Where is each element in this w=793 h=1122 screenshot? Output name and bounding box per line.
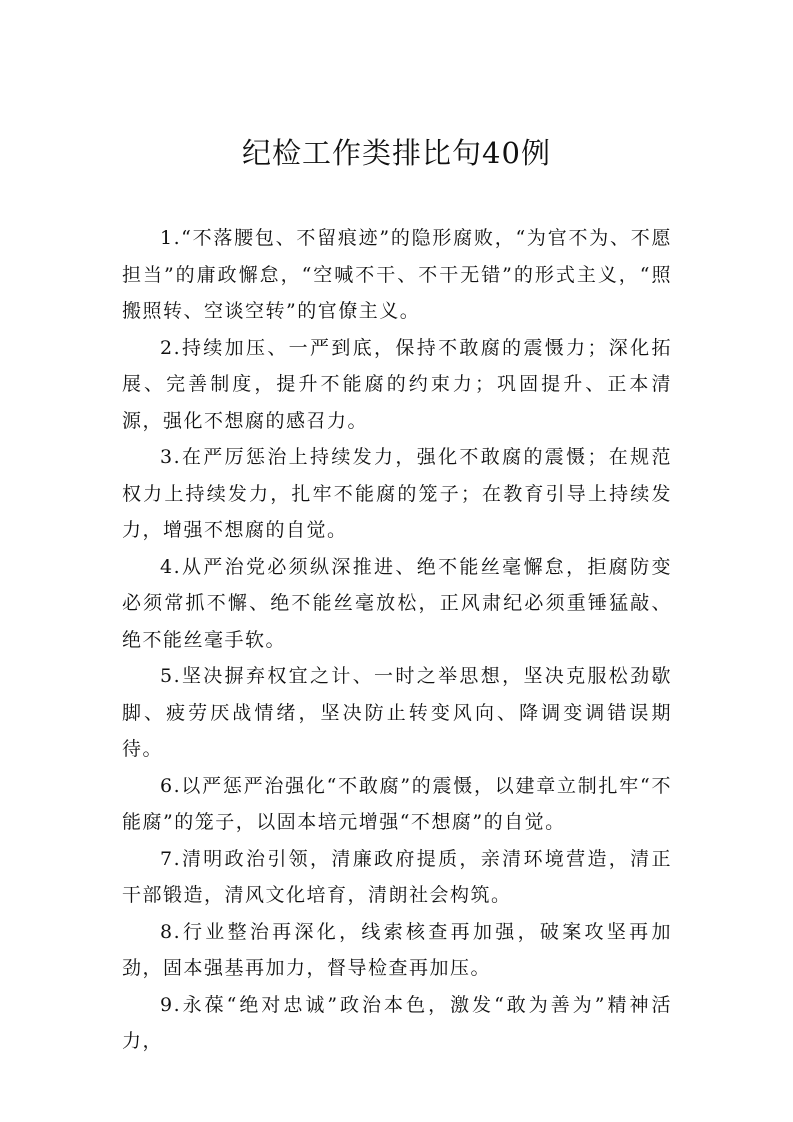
paragraph-7: 7.清明政治引领，清廉政府提质，亲清环境营造，清正干部锻造，清风文化培育，清朗社会构筑。 [122,847,672,906]
paragraph-1: 1.“不落腰包、不留痕迹”的隐形腐败，“为官不为、不愿担当”的庸政懈怠，“空喊不干、不干无错”的形式主义，“照搬照转、空谈空转”的官僚主义。 [122,227,672,322]
document-body [122,220,672,1060]
paragraph-3: 3.在严厉惩治上持续发力，强化不敢腐的震慑；在规范权力上持续发力，扎牢不能腐的笼子；在教育引导上持续发力，增强不想腐的自觉。 [122,446,672,541]
paragraph-5: 5.坚决摒弃权宜之计、一时之举思想，坚决克服松劲歇脚、疲劳厌战情绪，坚决防止转变风向、降调变调错误期待。 [122,665,672,760]
paragraph-6: 6.以严惩严治强化“不敢腐”的震慑，以建章立制扎牢“不能腐”的笼子，以固本培元增强“不想腐”的自觉。 [122,774,672,833]
paragraph-9: 9.永葆“绝对忠诚”政治本色，激发“敢为善为”精神活力， [122,993,672,1052]
paragraph-8: 8.行业整治再深化，线索核查再加强，破案攻坚再加劲，固本强基再加力，督导检查再加压。 [122,920,672,979]
paragraph-2: 2.持续加压、一严到底，保持不敢腐的震慑力；深化拓展、完善制度，提升不能腐的约束力；巩固提升、正本清源，强化不想腐的感召力。 [122,336,672,432]
paragraph-4: 4.从严治党必须纵深推进、绝不能丝毫懈怠，拒腐防变必须常抓不懈、绝不能丝毫放松，正风肃纪必须重锤猛敲、绝不能丝毫手软。 [122,555,672,651]
document-title: 纪检工作类排比句40例 [242,136,551,170]
